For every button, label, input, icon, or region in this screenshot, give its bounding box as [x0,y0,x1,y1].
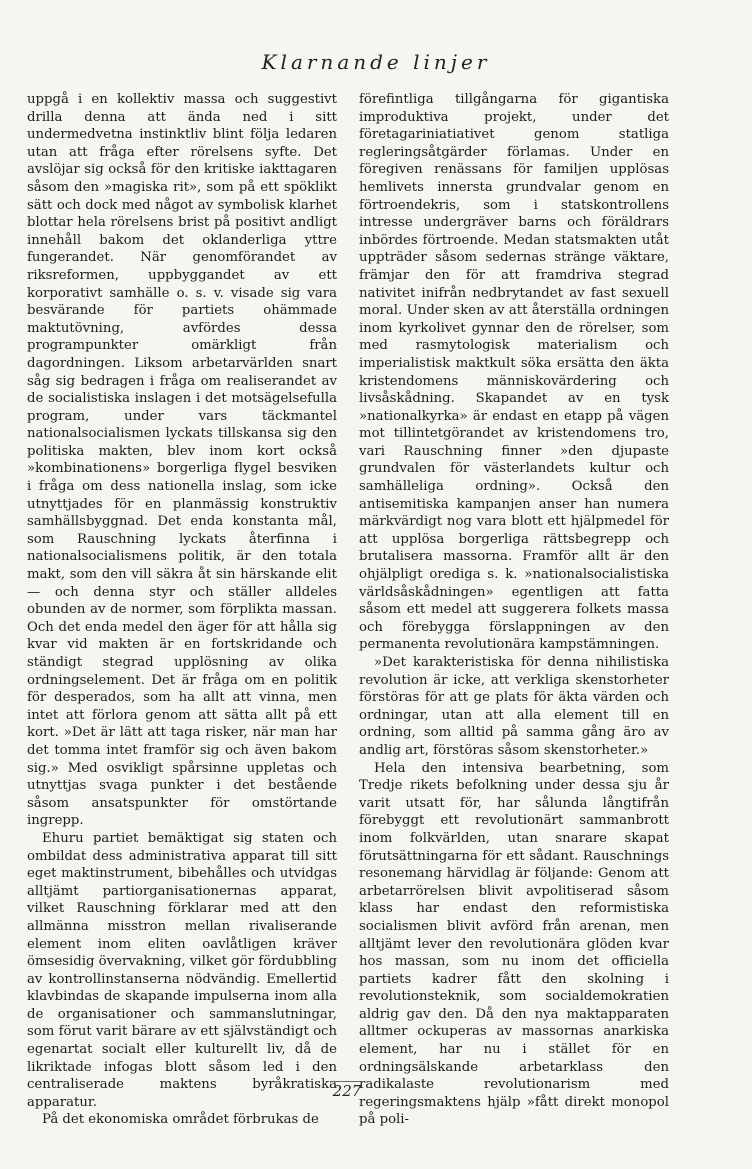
paragraph: uppgå i en kollektiv massa och suggestivt drilla denna att ända ned i sitt undermedvetna instinktliv blint följa ledaren utan att fråga efter rörelsens syfte. Det avslöjar sig också för den kritiske iakttagaren såsom den »magiska rit», som på ett spöklikt sätt och dock med något av symbolisk klarhet blottar hela rörelsens brist på positivt andligt innehåll bakom det oklanderliga yttre fungerandet. När genomförandet av riksreformen, uppbyggandet av ett korporativt samhälle o. s. v. visade sig vara besvärande för partiets ohämmade maktutövning, avfördes dessa programpunkter omärkligt från dagordningen. Liksom arbetarvärlden snart såg sig bedragen i fråga om realiserandet av de socialistiska inslagen i det motsägelsefulla program, under vars täckmantel nationalsocialismen lyckats tillskansa sig den politiska makten, blev inom kort också »kombinationens» borgerliga flygel besviken i fråga om dess nationella inslag, som icke utnyttjades för en planmässig konstruktiv samhällsbyggnad. Det enda konstanta mål, som Rauschning lyckats återfinna i nationalsocialismens politik, är den totala makt, som den vill säkra åt sin härskande elit — och denna styr och ställer alldeles obunden av de normer, som förplikta massan. Och det enda medel den äger för att hålla sig kvar vid makten är en fortskridande och ständigt stegrad upplösning av olika ordningselement. Det är fråga om en politik för desperados, som ha allt att vinna, men intet att förlora genom att sätta allt på ett kort. »Det är lätt att taga risker, när man har det tomma intet framför sig och även bakom sig.» Med osvikligt spårsinne uppletas och utnyttjas svaga punkter i det bestående såsom ansatspunkter för omstörtande ingrepp. [27,92,337,829]
page-number: 227 [332,1082,362,1100]
paragraph: Hela den intensiva bearbetning, som Tredje rikets befolkning under dessa sju år varit utsatt för, har sålunda långtifrån förebyggt ett revolutionärt sammanbrott inom folkvärlden, utan snarare skapat förutsättningarna för ett sådant. Rauschnings resonemang härvidlag är följande: Genom att arbetarrörelsen blivit avpolitiserad såsom klass har endast den reformistiska socialismen blivit avförd från arenan, men alltjämt lever den revolutionära glöden kvar hos massan, som nu inom det officiella partiets kadrer fått den skolning i revolutionsteknik, som socialdemokratien aldrig gav den. Då den nya maktapparaten alltmer ockuperas av massornas anarkiska element, har nu i stället för en ordningsälskande arbetarklass den radikalaste revolutionarism med regeringsmaktens hjälp »fått direkt monopol på poli- [359,760,669,1128]
paragraph: Ehuru partiet bemäktigat sig staten och ombildat dess administrativa apparat till sitt eget maktinstrument, bibehålles och utvidgas alltjämt partiorganisationernas apparat, vilket Rauschning förklarar med att den allmänna misstron mellan rivaliserande element inom eliten oavlåtligen kräver ömsesidig övervakning, vilket gör fördubbling av kontrollinstanserna nödvändig. Emellertid klavbindas de skapande impulserna inom alla de organisationer och sammanslutningar, som förut varit bärare av ett självständigt och egenartat socialt eller kulturellt liv, då de likriktade infogas blott såsom led i den centraliserade maktens byråkratiska apparatur. [27,830,337,1110]
right-column [359,91,669,1129]
paragraph: förefintliga tillgångarna för gigantiska improduktiva projekt, under det företagariniatiativet genom statliga regleringsåtgärder förlamas. Under en föregiven renässans för familjen upplösas hemlivets innersta grundvalar genom en förtroendekris, som i statskontrollens intresse undergräver barns och föräldrars inbördes förtroende. Medan statsmakten utåt uppträder såsom sedernas stränge väktare, främjar den för att framdriva stegrad nativitet inifrån nedbrytandet av fast sexuell moral. Under sken av att återställa ordningen inom kyrkolivet gynnar den de rörelser, som med rasmytologisk materialism och imperialistisk maktkult söka ersätta den äkta kristendomens människovärdering och livsåskådning. Skapandet av en tysk »nationalkyrka» är endast en etapp på vägen mot tillintetgörandet av kristendomens tro, vari Rauschning finner »den djupaste grundvalen för västerlandets kultur och samhälleliga ordning». Också den antisemitiska kampanjen anser han numera märkvärdigt nog vara blott ett hjälpmedel för att upplösa borgerliga rättsbegrepp och brutalisera massorna. Framför allt är den ohjälpligt orediga s. k. »nationalsocialistiska världsåskådningen» egentligen att fatta såsom ett medel att suggerera folkets massa och förebygga förslappningen av den permanenta revolutionära kampstämningen. [359,92,669,653]
left-column [27,91,337,1129]
running-head: Klarnande linjer [261,50,491,74]
paragraph: »Det karakteristiska för denna nihilistiska revolution är icke, att verkliga skenstorheter förstöras för att ge plats för äkta värden och ordningar, utan att alla element till en ordning, som alltid på samma gång äro av andlig art, förstöras såsom skenstorheter.» [359,655,669,758]
paragraph: På det ekonomiska området förbrukas de [42,1112,319,1128]
